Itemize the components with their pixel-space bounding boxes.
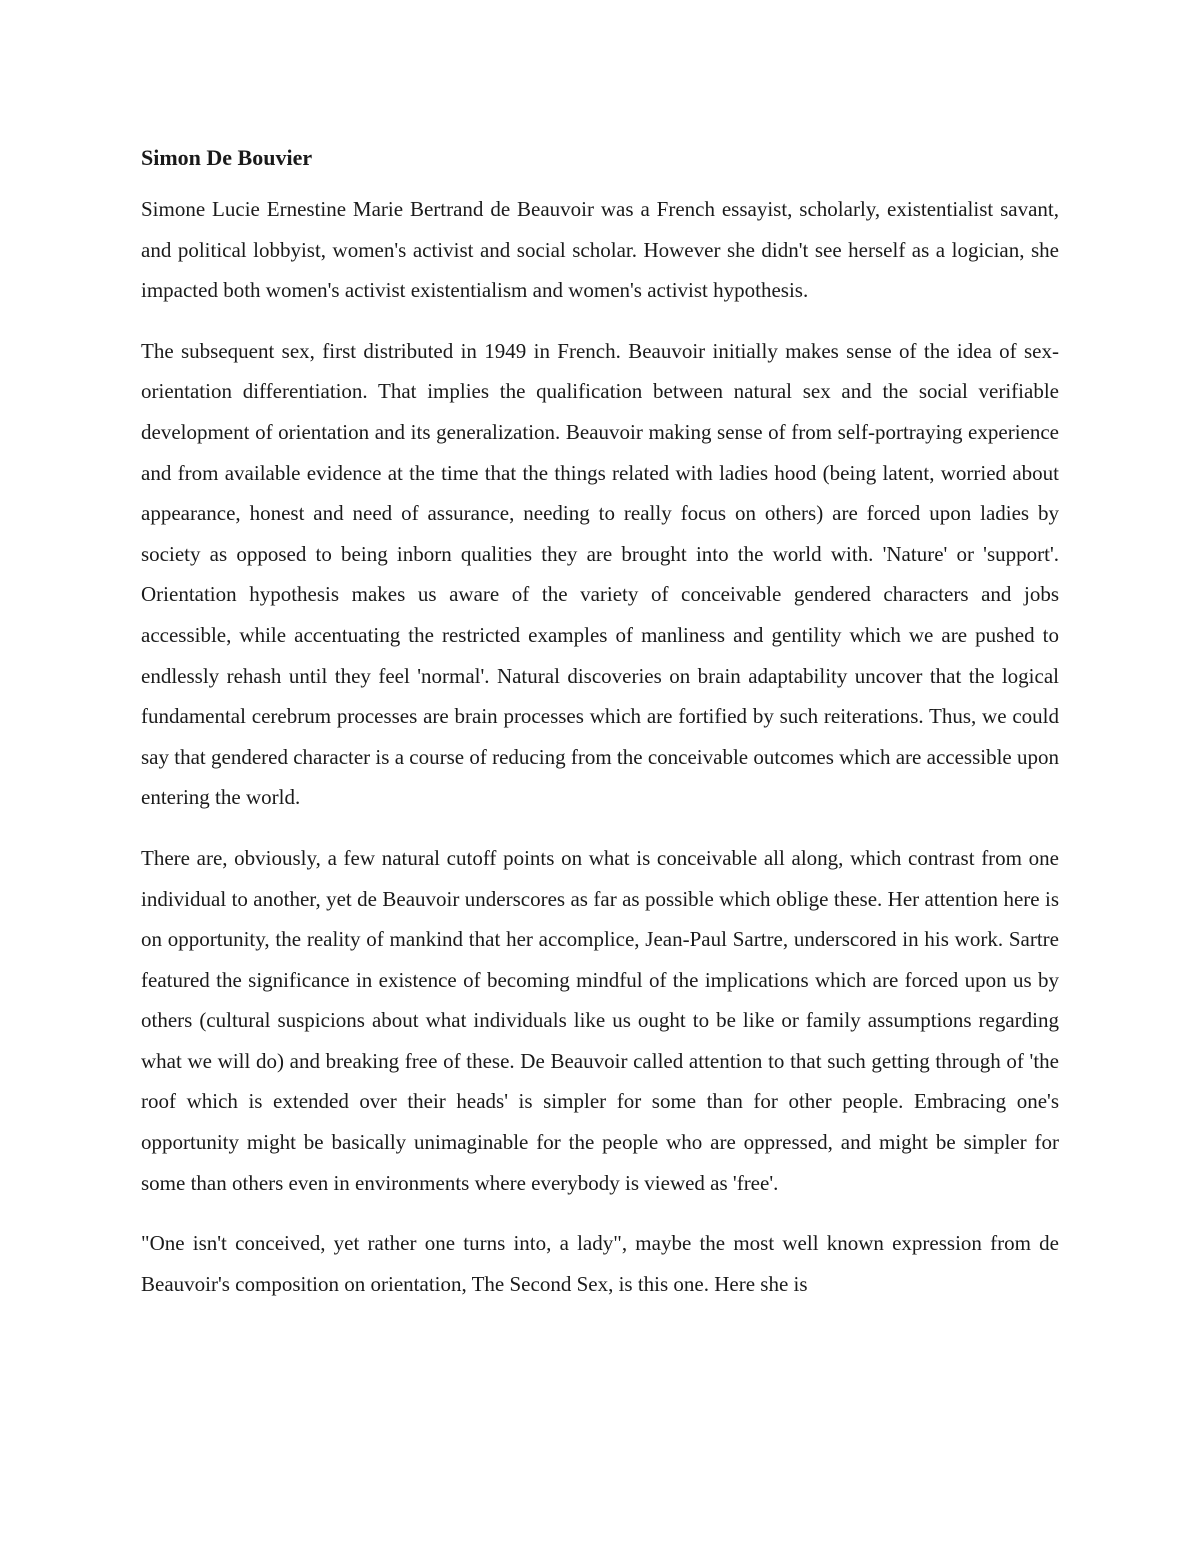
paragraph-quote: "One isn't conceived, yet rather one turns into, a lady", maybe the most well known expression from de Beauvoir's composition on orientation, The Second Sex, is this one. Here she is [141,1231,1059,1296]
paragraph-second-sex: The subsequent sex, first distributed in 1949 in French. Beauvoir initially makes sense of the idea of sex-orientation differentiation. That implies the qualification between natural sex and the social verifiable development of orientation and its generalization. Beauvoir making sense of from self-portraying experience and from available evidence at the time that the things related with ladies hood (being latent, worried about appearance, honest and need of assurance, needing to really focus on others) are forced upon ladies by society as opposed to being inborn qualities they are brought into the world with. 'Nature' or 'support'. Orientation hypothesis makes us aware of the variety of conceivable gendered characters and jobs accessible, while accentuating the restricted examples of manliness and gentility which we are pushed to endlessly rehash until they feel 'normal'. Natural discoveries on brain adaptability uncover that the logical fundamental cerebrum processes are brain processes which are fortified by such reiterations. Thus, we could say that gendered character is a course of reducing from the conceivable outcomes which are accessible upon entering the world. [141,338,1059,810]
document-body [141,141,1059,1324]
document-title: Simon De Bouvier [141,145,313,170]
paragraph-opportunity: There are, obviously, a few natural cutoff points on what is conceivable all along, which contrast from one individual to another, yet de Beauvoir underscores as far as possible which oblige these. Her attention here is on opportunity, the reality of mankind that her accomplice, Jean-Paul Sartre, underscored in his work. Sartre featured the significance in existence of becoming mindful of the implications which are forced upon us by others (cultural suspicions about what individuals like us ought to be like or family assumptions regarding what we will do) and breaking free of these. De Beauvoir called attention to that such getting through of 'the roof which is extended over their heads' is simpler for some than for other people. Embracing one's opportunity might be basically unimaginable for the people who are oppressed, and might be simpler for some than others even in environments where everybody is viewed as 'free'. [141,845,1059,1195]
paragraph-intro: Simone Lucie Ernestine Marie Bertrand de Beauvoir was a French essayist, scholarly, existentialist savant, and political lobbyist, women's activist and social scholar. However she didn't see herself as a logician, she impacted both women's activist existentialism and women's activist hypothesis. [141,197,1059,303]
